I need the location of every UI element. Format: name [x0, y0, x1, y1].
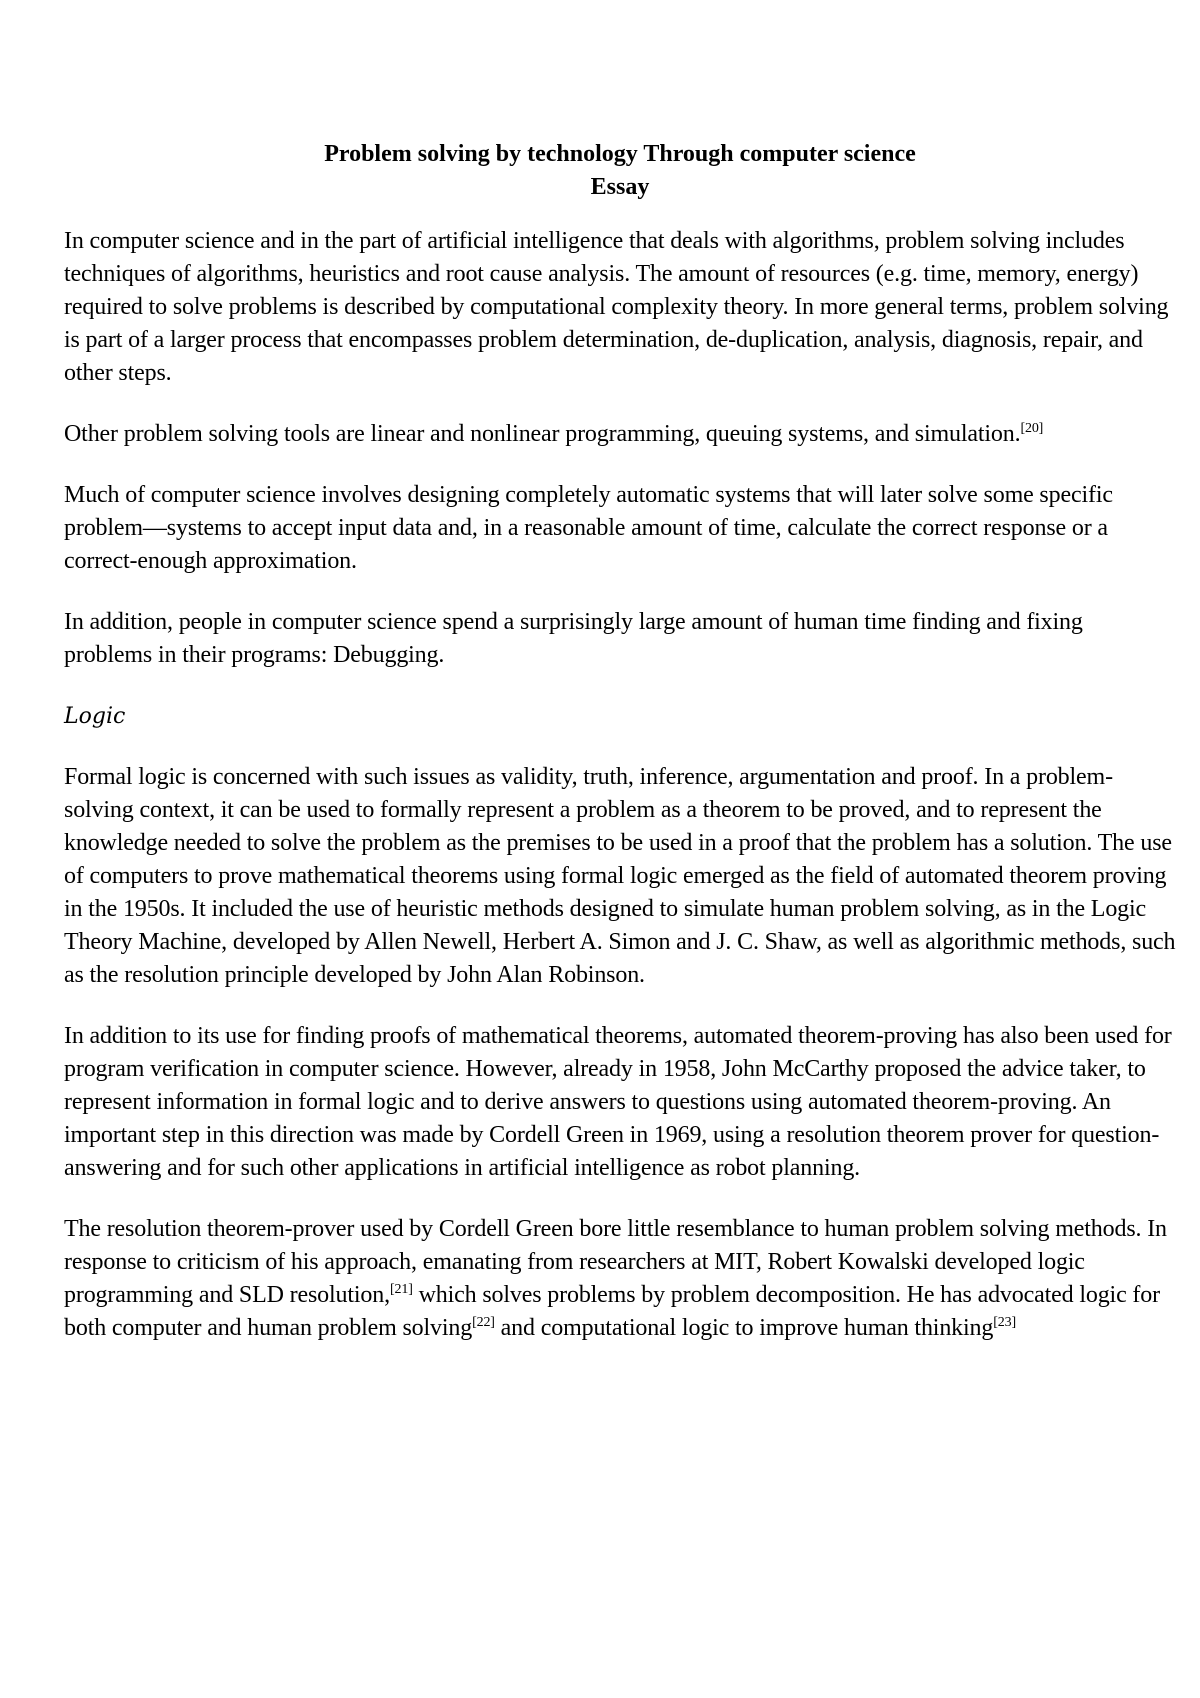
- paragraph-7-part2: which solves problems by problem decomposition. He has advocated logic for both computer and human problem solving: [64, 1282, 1160, 1341]
- document-page: [64, 138, 1176, 1373]
- paragraph-2: [64, 418, 1176, 451]
- paragraph-5: Formal logic is concerned with such issues as validity, truth, inference, argumentation and proof. In a problem-solving context, it can be used to formally represent a problem as a theorem to be proved, and to represent the knowledge needed to solve the problem as the premises to be used in a proof that the problem has a solution. The use of computers to prove mathematical theorems using formal logic emerged as the field of automated theorem proving in the 1950s. It included the use of heuristic methods designed to simulate human problem solving, as in the Logic Theory Machine, developed by Allen Newell, Herbert A. Simon and J. C. Shaw, as well as algorithmic methods, such as the resolution principle developed by John Alan Robinson.: [64, 764, 1176, 988]
- title-block: [64, 138, 1176, 204]
- paragraph-3: Much of computer science involves designing completely automatic systems that will later solve some specific problem—systems to accept input data and, in a reasonable amount of time, calculate the correct response or a correct-enough approximation.: [64, 482, 1113, 574]
- paragraph-2-text: Other problem solving tools are linear and nonlinear programming, queuing systems, and simulation.: [64, 421, 1021, 447]
- citation-20: [20]: [1020, 421, 1044, 436]
- citation-21: [21]: [389, 1282, 413, 1297]
- document-subtitle: Essay: [590, 174, 650, 200]
- paragraph-1: In computer science and in the part of artificial intelligence that deals with algorithms, problem solving includes techniques of algorithms, heuristics and root cause analysis. The amount of resources (e.g. time, memory, energy) required to solve problems is described by computational complexity theory. In more general terms, problem solving is part of a larger process that encompasses problem determination, de-duplication, analysis, diagnosis, repair, and other steps.: [64, 228, 1169, 386]
- document-title: Problem solving by technology Through computer science: [324, 141, 916, 167]
- paragraph-4: In addition, people in computer science spend a surprisingly large amount of human time finding and fixing problems in their programs: Debugging.: [64, 609, 1083, 668]
- paragraph-7: [64, 1213, 1176, 1345]
- paragraph-6: In addition to its use for finding proofs of mathematical theorems, automated theorem-proving has also been used for program verification in computer science. However, already in 1958, John McCarthy proposed the advice taker, to represent information in formal logic and to derive answers to questions using automated theorem-proving. An important step in this direction was made by Cordell Green in 1969, using a resolution theorem prover for question-answering and for such other applications in artificial intelligence as robot planning.: [64, 1023, 1172, 1181]
- paragraph-7-part3: and computational logic to improve human thinking: [494, 1315, 994, 1341]
- paragraph-7-part1: The resolution theorem-prover used by Cordell Green bore little resemblance to human problem solving methods. In response to criticism of his approach, emanating from researchers at MIT, Robert Kowalski developed logic programming and SLD resolution,: [64, 1216, 1167, 1308]
- citation-22: [22]: [472, 1315, 495, 1330]
- citation-23: [23]: [993, 1315, 1016, 1330]
- section-heading-logic: Logic: [64, 704, 126, 729]
